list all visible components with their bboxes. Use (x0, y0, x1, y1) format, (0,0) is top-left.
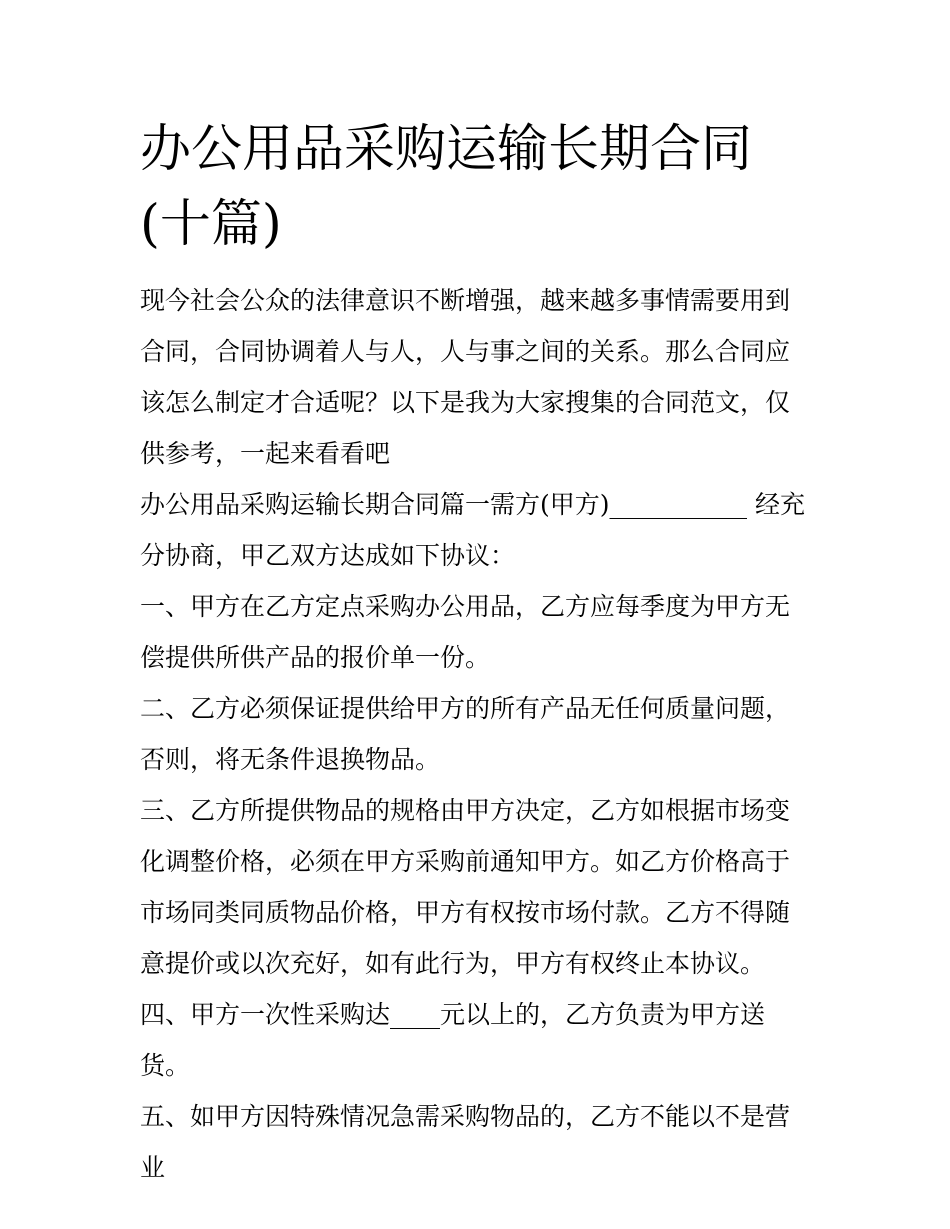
clause-1: 一、甲方在乙方定点采购办公用品，乙方应每季度为甲方无偿提供所供产品的报价单一份。 (140, 592, 791, 672)
clause-3: 三、乙方所提供物品的规格由甲方决定，乙方如根据市场变化调整价格，必须在甲方采购前通知甲方。如乙方价格高于市场同类同质物品价格，甲方有权按市场付款。乙方不得随意提价或以次充好，如有此行为，甲方有权终止本协议。 (140, 796, 791, 978)
clause-4: 四、甲方一次性采购达____元以上的，乙方负责为甲方送货。 (140, 1000, 766, 1080)
intro-paragraph: 现今社会公众的法律意识不断增强，越来越多事情需要用到合同，合同协调着人与人，人与事之间的关系。那么合同应该怎么制定才合适呢？以下是我为大家搜集的合同范文，仅供参考，一起来看看吧 (140, 286, 791, 468)
contract-heading-paragraph: 办公用品采购运输长期合同篇一需方(甲方)___________ 经充分协商，甲乙双方达成如下协议： (140, 490, 805, 570)
clause-2: 二、乙方必须保证提供给甲方的所有产品无任何质量问题，否则，将无条件退换物品。 (140, 694, 791, 774)
document-title: 办公用品采购运输长期合同(十篇) (140, 120, 753, 254)
clause-5: 五、如甲方因特殊情况急需采购物品的，乙方不能以不是营业 (140, 1102, 791, 1182)
document-body (140, 275, 812, 1193)
